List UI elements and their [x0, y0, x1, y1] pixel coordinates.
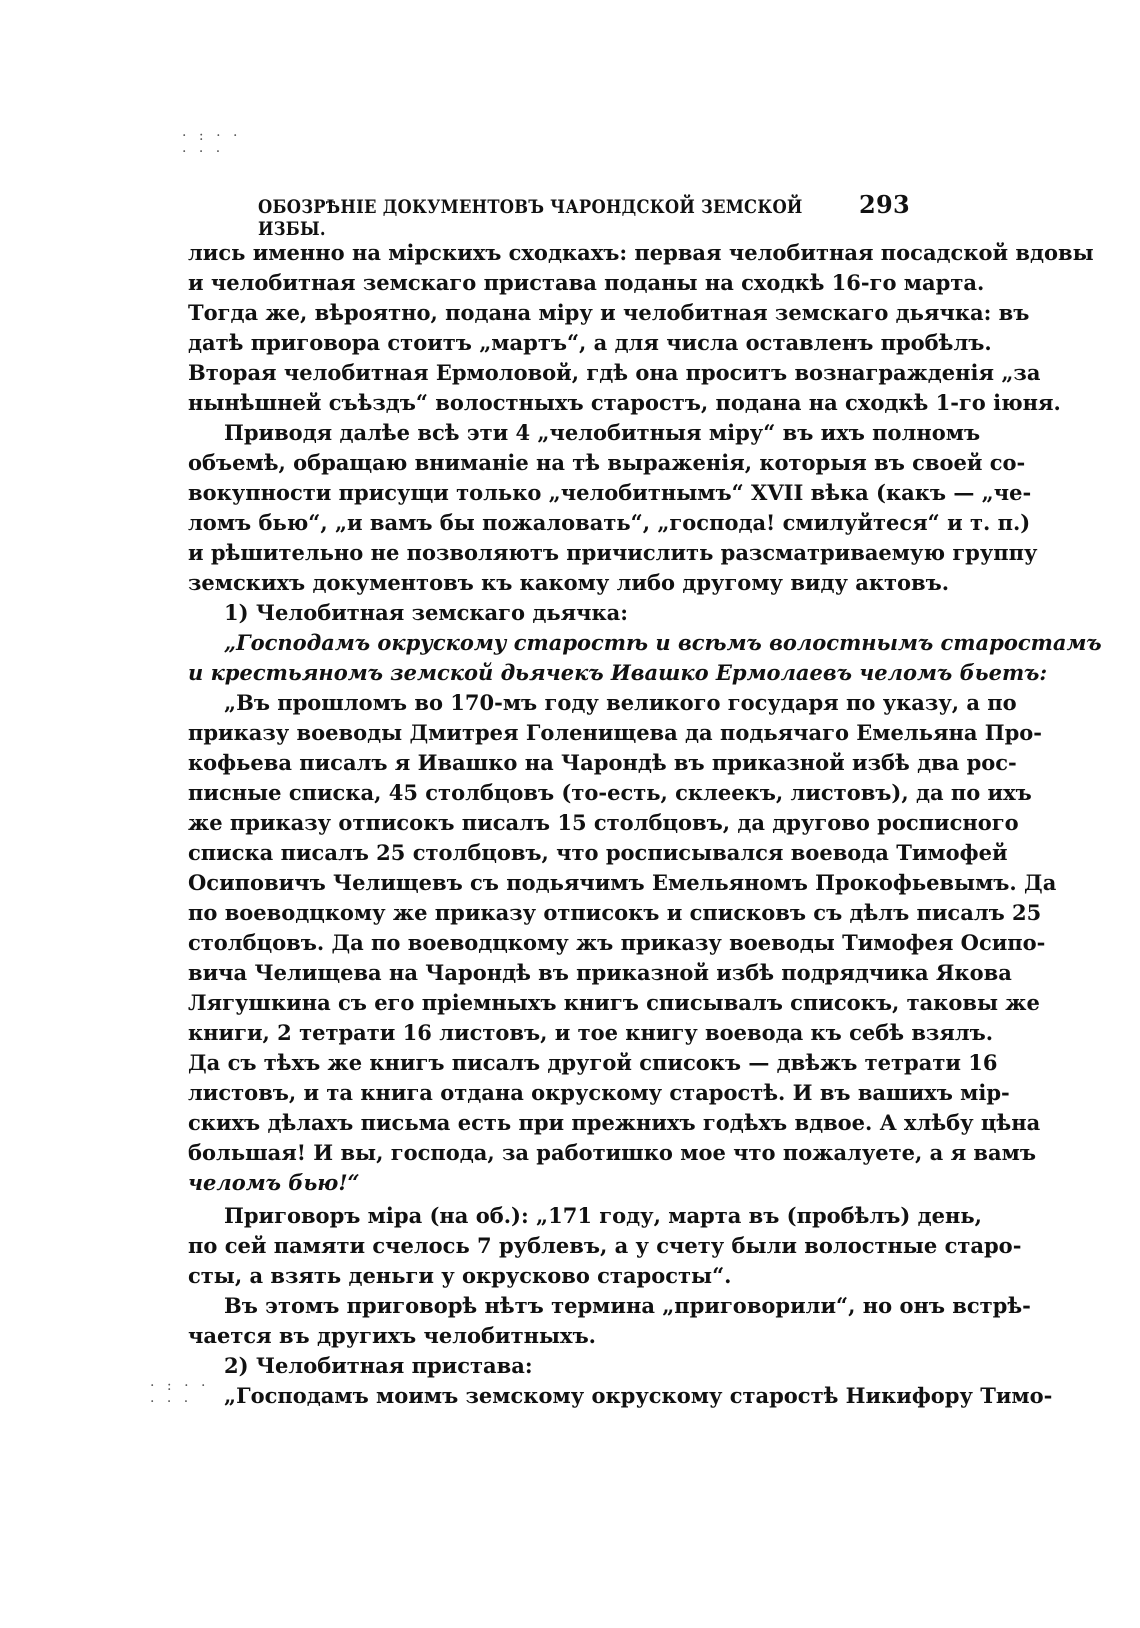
text-line: списка писалъ 25 столбцовъ, что росписывался воевода Тимофей — [188, 840, 1008, 865]
text-line: земскихъ документовъ къ какому либо другому виду актовъ. — [188, 570, 950, 595]
text-line: листовъ, и та книга отдана окрускому старостѣ. И въ вашихъ мір- — [188, 1080, 1010, 1105]
text-line: ломъ бью“, „и вамъ бы пожаловать“, „господа! смилуйтеся“ и т. п.) — [188, 510, 1031, 535]
text-line: объемѣ, обращаю вниманіе на тѣ выраженія, которыя въ своей со- — [188, 450, 1026, 475]
text-line: „Господамъ окрускому старостѣ и всѣмъ волостнымъ старостамъ — [224, 630, 1102, 655]
text-line: книги, 2 тетрати 16 листовъ, и тое книгу воевода къ себѣ взялъ. — [188, 1020, 994, 1045]
text-line: Лягушкина съ его пріемныхъ книгъ списывалъ списокъ, таковы же — [188, 990, 1040, 1015]
text-line: Приговоръ міра (на об.): „171 году, марта въ (пробѣлъ) день, — [224, 1203, 982, 1228]
text-line: Въ этомъ приговорѣ нѣтъ термина „приговорили“, но онъ встрѣ- — [224, 1293, 1031, 1318]
header-title: ОБОЗРѢНІЕ ДОКУМЕНТОВЪ ЧАРОНДСКОЙ ЗЕМСКОЙ ИЗБЫ. — [258, 196, 803, 240]
text-line: „Въ прошломъ во 170-мъ году великого государя по указу, а по — [224, 690, 1017, 715]
text-line: датѣ приговора стоитъ „мартъ“, а для числа оставленъ пробѣлъ. — [188, 330, 992, 355]
text-line: Тогда же, вѣроятно, подана міру и челобитная земскаго дьячка: въ — [188, 300, 1030, 325]
text-line: челомъ бью!“ — [188, 1170, 360, 1195]
text-line: „Господамъ моимъ земскому окрускому старостѣ Никифору Тимо- — [224, 1383, 1053, 1408]
text-line: нынѣшней съѣздъ“ волостныхъ старостъ, подана на сходкѣ 1-го іюня. — [188, 390, 1061, 415]
text-line: Приводя далѣе всѣ эти 4 „челобитныя міру“ въ ихъ полномъ — [224, 420, 981, 445]
running-header — [190, 190, 910, 240]
text-line: Да съ тѣхъ же книгъ писалъ другой списокъ — двѣжъ тетрати 16 — [188, 1050, 998, 1075]
text-line: кофьева писалъ я Ивашко на Чарондѣ въ приказной избѣ два рос- — [188, 750, 1017, 775]
text-line: 1) Челобитная земскаго дьячка: — [224, 600, 629, 625]
text-line: Вторая челобитная Ермоловой, гдѣ она проситъ вознагражденія „за — [188, 360, 1041, 385]
text-line: скихъ дѣлахъ письма есть при прежнихъ годѣхъ вдвое. А хлѣбу цѣна — [188, 1110, 1041, 1135]
text-line: чается въ другихъ челобитныхъ. — [188, 1323, 596, 1348]
page-number: 293 — [859, 190, 910, 219]
text-line: большая! И вы, господа, за работишко мое что пожалуете, а я вамъ — [188, 1140, 1036, 1165]
text-line: и челобитная земскаго пристава поданы на сходкѣ 16-го марта. — [188, 270, 985, 295]
text-line: Осиповичъ Челищевъ съ подьячимъ Емельяномъ Прокофьевымъ. Да — [188, 870, 1057, 895]
text-line: лись именно на мірскихъ сходкахъ: первая челобитная посадской вдовы — [188, 240, 1094, 265]
page-body — [188, 238, 1102, 1411]
text-line: вича Челищева на Чарондѣ въ приказной избѣ подрядчика Якова — [188, 960, 1012, 985]
text-line: же приказу отписокъ писалъ 15 столбцовъ, да другово росписного — [188, 810, 1019, 835]
text-line: сты, а взять деньги у окрусково старосты“. — [188, 1263, 732, 1288]
text-line: столбцовъ. Да по воеводцкому жъ приказу воеводы Тимофея Осипо- — [188, 930, 1046, 955]
scan-specks-top: · : · · · · · — [182, 128, 242, 160]
text-line: и рѣшительно не позволяютъ причислить разсматриваемую группу — [188, 540, 1038, 565]
text-line: по сей памяти счелось 7 рублевъ, а у счету были волостные старо- — [188, 1233, 1022, 1258]
text-line: и крестьяномъ земской дьячекъ Ивашко Ермолаевъ челомъ бьетъ: — [188, 660, 1048, 685]
text-line: вокупности присущи только „челобитнымъ“ XVII вѣка (какъ — „че- — [188, 480, 1032, 505]
text-line: 2) Челобитная пристава: — [224, 1353, 533, 1378]
scan-specks-bottom: · : · · · · · — [150, 1378, 210, 1410]
text-line: писные списка, 45 столбцовъ (то-есть, склеекъ, листовъ), да по ихъ — [188, 780, 1032, 805]
text-line: по воеводцкому же приказу отписокъ и списковъ съ дѣлъ писалъ 25 — [188, 900, 1042, 925]
text-line: приказу воеводы Дмитрея Голенищева да подьячаго Емельяна Про- — [188, 720, 1042, 745]
